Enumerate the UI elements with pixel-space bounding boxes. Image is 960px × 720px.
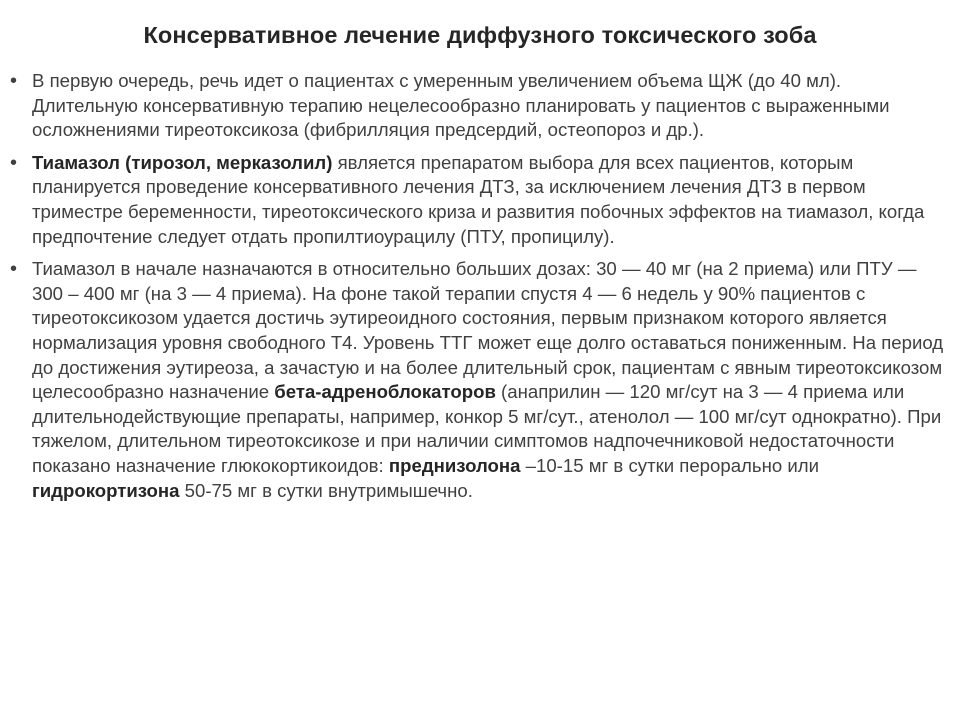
bullet-list xyxy=(10,69,950,511)
bullet-bold-term: бета-адреноблокаторов xyxy=(274,381,496,403)
bullet-text: В первую очередь, речь идет о пациентах с умеренным увеличением объема ЩЖ (до 40 мл). Длительную консервативную терапию нецелесообразно планировать у пациентов с выраженными осложнениями тиреотоксикоза (фибрилляция предсердий, остеопороз и др.). xyxy=(32,70,890,141)
bullet-text: (анаприлин — 120 мг/сут на 3 — 4 приема или длительнодействующие препараты, например, конкор 5 мг/сут., атенолол — 100 мг/сут однократно). При тяжелом, длительном тиреотоксикозе и при наличии симптомов надпочечниковой недостаточности показано назначение глюкокортикоидов: xyxy=(32,381,942,476)
bullet-text: 50-75 мг в сутки внутримышечно. xyxy=(179,479,473,501)
bullet-text: является препаратом выбора для всех пациентов, которым планируется проведение консервативного лечения ДТЗ, за исключением лечения ДТЗ в первом триместре беременности, тиреотоксического криза и развития побочных эффектов на тиамазол, когда предпочтение следует отдать пропилтиоурацилу (ПТУ, пропицилу). xyxy=(32,151,925,247)
slide-title: Консервативное лечение диффузного токсического зоба xyxy=(143,22,817,48)
bullet-item-3 xyxy=(10,257,950,503)
bullet-bold-term: гидрокортизона xyxy=(32,479,180,501)
bullet-text: –10-15 мг в сутки перорально или xyxy=(520,454,819,476)
bullet-bold-term: преднизолона xyxy=(388,454,521,476)
bullet-bold-term: Тиамазол (тирозол, мерказолил) xyxy=(32,151,333,173)
bullet-item-2 xyxy=(10,151,950,249)
bullet-text: Тиамазол в начале назначаются в относительно больших дозах: 30 — 40 мг (на 2 приема) или ПТУ — 300 – 400 мг (на 3 — 4 приема). На фоне такой терапии спустя 4 — 6 недель у 90% пациентов с тиреотоксикозом удается достичь эутиреоидного состояния, первым признаком которого является нормализация уровня свободного Т4. Уровень ТТГ может еще долго оставаться пониженным. На период до достижения эутиреоза, а зачастую и на более длительный срок, пациентам с явным тиреотоксикозом целесообразно назначение xyxy=(32,258,944,403)
bullet-item-1 xyxy=(10,69,950,143)
